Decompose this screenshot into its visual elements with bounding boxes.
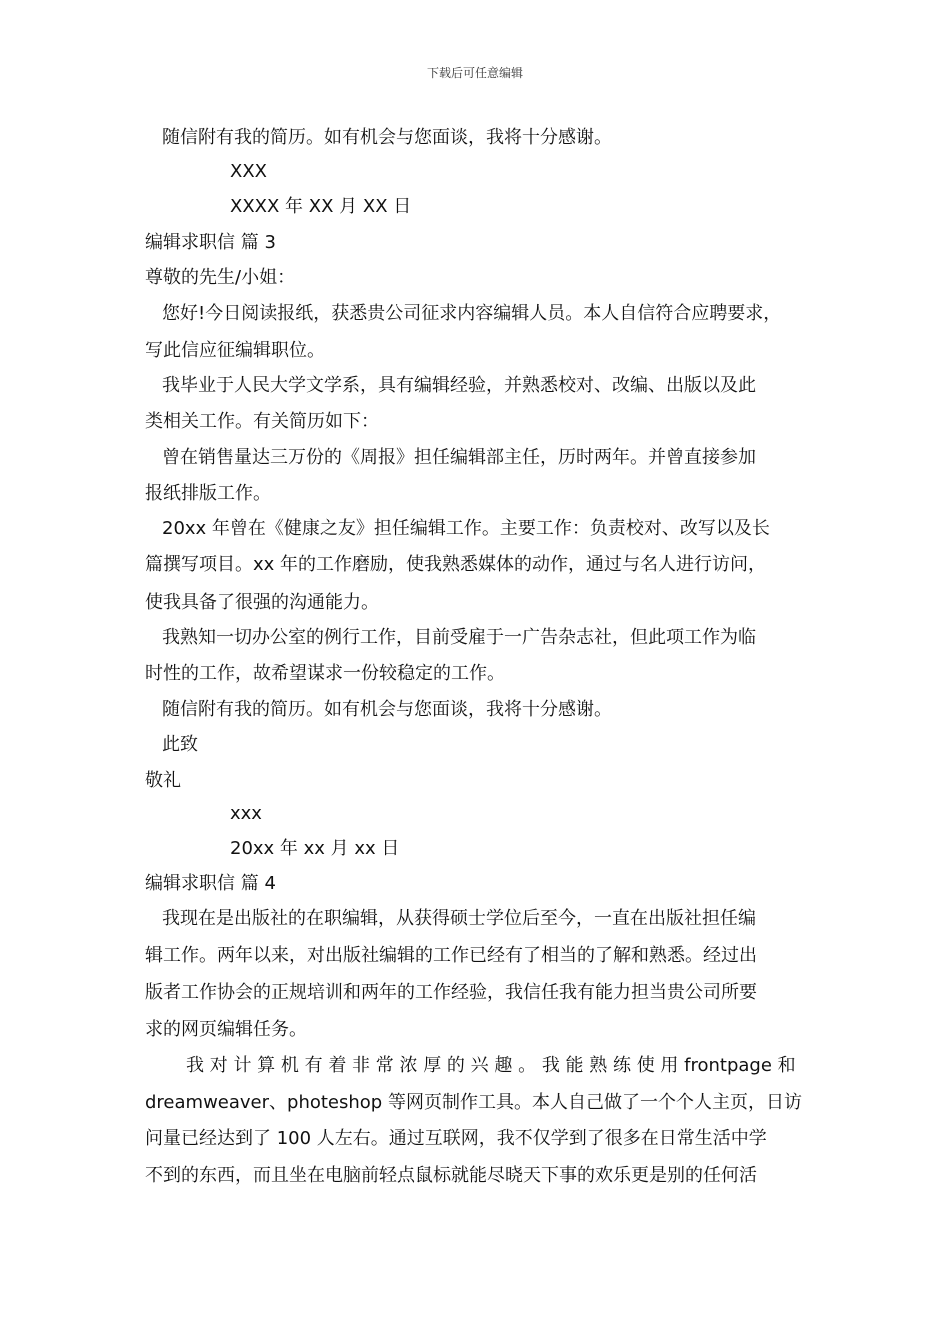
page-header: 下载后可任意编辑 bbox=[426, 66, 523, 80]
section-heading: 编辑求职信 篇 4 bbox=[145, 873, 276, 894]
paragraph-line: 求的网页编辑任务。 bbox=[145, 1019, 307, 1040]
paragraph-line: 随信附有我的简历。如有机会与您面谈，我将十分感谢。 bbox=[162, 699, 612, 720]
paragraph-line: 我熟知一切办公室的例行工作，目前受雇于一广告杂志社，但此项工作为临 bbox=[162, 627, 756, 648]
paragraph-line: 随信附有我的简历。如有机会与您面谈，我将十分感谢。 bbox=[162, 127, 612, 148]
paragraph-line: 辑工作。两年以来，对出版社编辑的工作已经有了相当的了解和熟悉。经过出 bbox=[145, 945, 757, 966]
signature-name: XXX bbox=[230, 161, 267, 182]
closing-line: 此致 bbox=[162, 734, 198, 755]
paragraph-line: 不到的东西，而且坐在电脑前轻点鼠标就能尽晓天下事的欢乐更是别的任何活 bbox=[145, 1165, 757, 1186]
paragraph-line: 类相关工作。有关简历如下： bbox=[145, 411, 379, 432]
signature-date: 20xx 年 xx 月 xx 日 bbox=[230, 838, 400, 859]
paragraph-line: 使我具备了很强的沟通能力。 bbox=[145, 592, 379, 613]
paragraph-line: 篇撰写项目。xx 年的工作磨励，使我熟悉媒体的动作，通过与名人进行访问， bbox=[145, 554, 767, 575]
section-heading: 编辑求职信 篇 3 bbox=[145, 232, 276, 253]
salutation: 尊敬的先生/小姐： bbox=[145, 267, 296, 288]
signature-name: xxx bbox=[230, 803, 262, 824]
paragraph-line: 您好!今日阅读报纸，获悉贵公司征求内容编辑人员。本人自信符合应聘要求， bbox=[162, 303, 782, 324]
paragraph-line: 时性的工作，故希望谋求一份较稳定的工作。 bbox=[145, 663, 505, 684]
paragraph-line: 曾在销售量达三万份的《周报》担任编辑部主任，历时两年。并曾直接参加 bbox=[162, 447, 756, 468]
paragraph-line: 版者工作协会的正规培训和两年的工作经验，我信任我有能力担当贵公司所要 bbox=[145, 982, 757, 1003]
signature-date: XXXX 年 XX 月 XX 日 bbox=[230, 196, 412, 217]
closing-line: 敬礼 bbox=[145, 770, 181, 791]
paragraph-line: 我现在是出版社的在职编辑，从获得硕士学位后至今，一直在出版社担任编 bbox=[162, 908, 756, 929]
paragraph-line: 我毕业于人民大学文学系，具有编辑经验，并熟悉校对、改编、出版以及此 bbox=[162, 375, 756, 396]
paragraph-line: 我 对 计 算 机 有 着 非 常 浓 厚 的 兴 趣 。 我 能 熟 练 使 用 frontpage 和 bbox=[186, 1055, 796, 1076]
paragraph-line: 写此信应征编辑职位。 bbox=[145, 340, 325, 361]
paragraph-line: 问量已经达到了 100 人左右。通过互联网，我不仅学到了很多在日常生活中学 bbox=[145, 1128, 767, 1149]
paragraph-line: dreamweaver、photeshop 等网页制作工具。本人自己做了一个个人主页，日访 bbox=[145, 1092, 802, 1113]
paragraph-line: 20xx 年曾在《健康之友》担任编辑工作。主要工作：负责校对、改写以及长 bbox=[162, 518, 770, 539]
paragraph-line: 报纸排版工作。 bbox=[145, 483, 271, 504]
